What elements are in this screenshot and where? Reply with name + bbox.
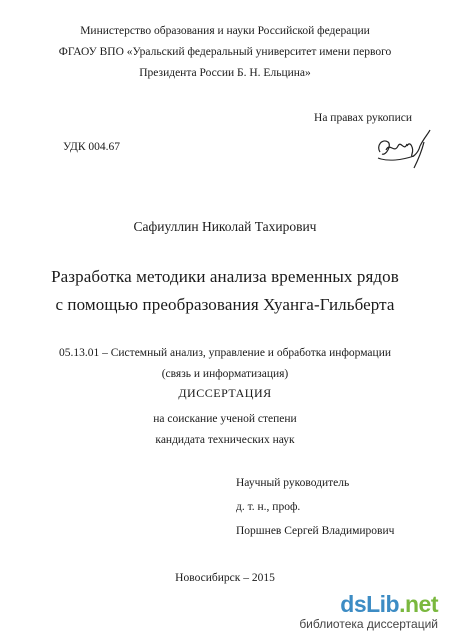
title-line-1: Разработка методики анализа временных рядов xyxy=(51,267,399,286)
degree-sought xyxy=(0,409,450,451)
logo-tld: .net xyxy=(399,591,438,617)
dissertation-title xyxy=(0,263,450,319)
degree-line-1: на соискание ученой степени xyxy=(153,413,297,425)
degree-line-2: кандидата технических наук xyxy=(155,434,295,446)
advisor-rank: д. т. н., проф. xyxy=(236,501,301,513)
advisor-role: Научный руководитель xyxy=(236,477,350,489)
advisor-name: Поршнев Сергей Владимирович xyxy=(236,525,395,537)
document-type: ДИССЕРТАЦИЯ xyxy=(178,386,272,400)
author-signature xyxy=(374,124,434,174)
watermark-caption: библиотека диссертаций xyxy=(299,617,438,631)
specialty-line-2: (связь и информатизация) xyxy=(161,368,289,380)
ministry-line: Министерство образования и науки Российской федерации xyxy=(80,25,370,37)
logo-main: dsLib xyxy=(340,591,400,617)
scientific-advisor xyxy=(236,471,394,543)
dslib-watermark[interactable] xyxy=(288,591,440,631)
author-name: Сафиуллин Николай Тахирович xyxy=(133,219,317,234)
institution-header xyxy=(0,21,450,84)
place-and-year: Новосибирск – 2015 xyxy=(175,572,275,584)
university-line-2: Президента России Б. Н. Ельцина» xyxy=(139,67,311,79)
title-line-2: с помощью преобразования Хуанга-Гильберта xyxy=(55,295,395,314)
specialty-line-1: 05.13.01 – Системный анализ, управление и обработка информации xyxy=(58,347,392,359)
specialty xyxy=(0,343,450,385)
manuscript-rights-note: На правах рукописи xyxy=(314,112,412,124)
dslib-logo xyxy=(340,591,438,618)
udk-code: УДК 004.67 xyxy=(63,141,120,153)
university-line-1: ФГАОУ ВПО «Уральский федеральный университет имени первого xyxy=(58,46,392,58)
